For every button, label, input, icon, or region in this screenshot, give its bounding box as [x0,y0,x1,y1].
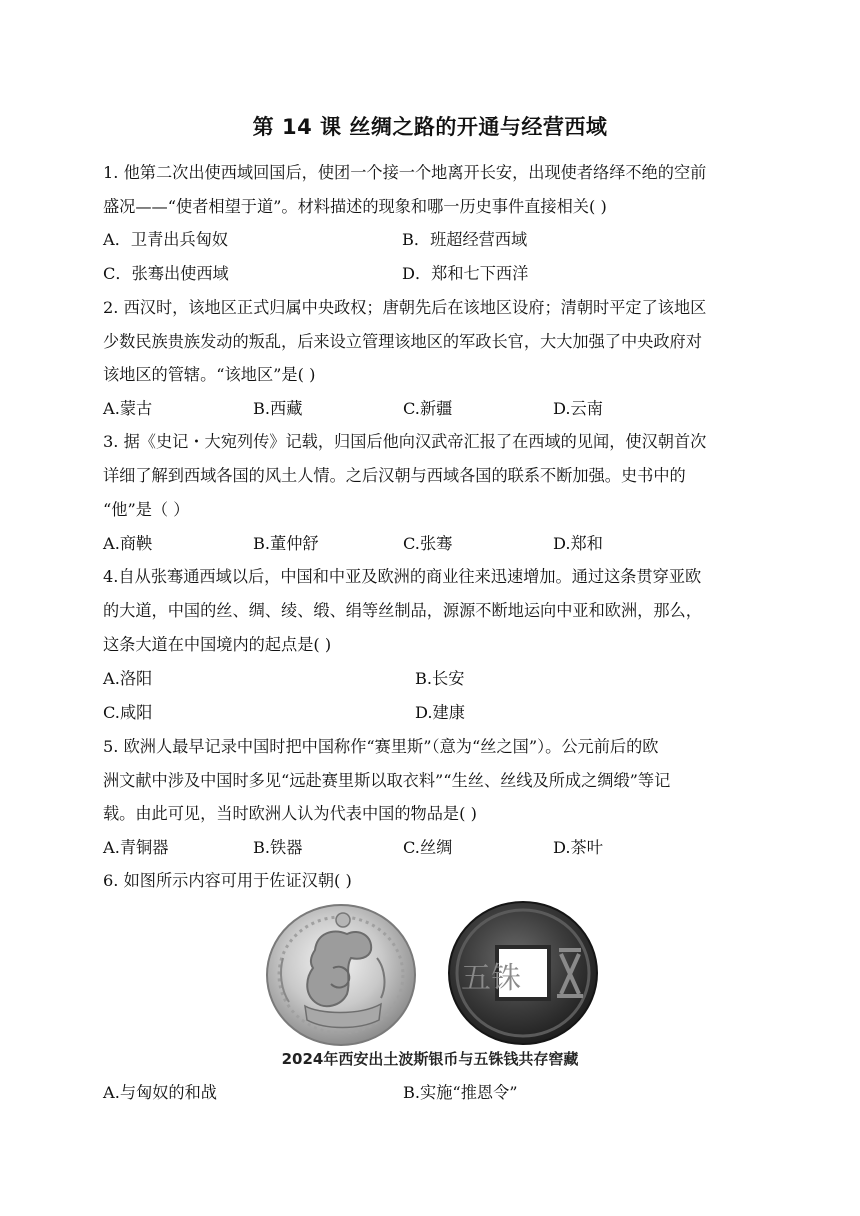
question-4-line-1: 4.自从张骞通西域以后，中国和中亚及欧洲的商业往来迅速增加。通过这条贯穿亚欧 [103,567,702,586]
question-6-option-b: B.实施“推恩令” [403,1083,518,1102]
question-3-line-2: 详细了解到西域各国的风土人情。之后汉朝与西域各国的联系不断加强。史书中的 [103,466,686,485]
question-5-option-b: B.铁器 [253,838,303,857]
question-2-line-1: 2. 西汉时，该地区正式归属中央政权；唐朝先后在该地区设府；清朝时平定了该地区 [103,298,707,317]
question-5-option-a: A.青铜器 [103,838,169,857]
question-4-line-3: 这条大道在中国境内的起点是( ) [103,635,332,654]
question-1-option-d: D．郑和七下西洋 [402,264,529,283]
question-5-line-1: 5. 欧洲人最早记录中国时把中国称作“赛里斯”（意为“丝之国”）。公元前后的欧 [103,737,659,756]
question-1-option-a: A．卫青出兵匈奴 [103,230,229,249]
question-2-option-d: D.云南 [553,399,603,418]
question-2-option-a: A.蒙古 [103,399,153,418]
question-4-option-b: B.长安 [415,669,465,688]
question-5-option-c: C.丝绸 [403,838,453,857]
question-5-line-3: 载。由此可见，当时欧洲人认为代表中国的物品是( ) [103,804,477,823]
coins-image [255,898,605,1048]
lesson-title: 第 14 课 丝绸之路的开通与经营西域 [252,115,608,139]
question-3-line-1: 3. 据《史记・大宛列传》记载，归国后他向汉武帝汇报了在西域的见闻，使汉朝首次 [103,432,707,451]
question-2-line-3: 该地区的管辖。“该地区”是( ) [103,365,316,384]
question-3-option-c: C.张骞 [403,534,453,553]
question-6-option-a: A.与匈奴的和战 [103,1083,217,1102]
question-2-line-2: 少数民族贵族发动的叛乱，后来设立管理该地区的军政长官，大大加强了中央政府对 [103,332,702,351]
wuzhu-coin-icon [449,902,597,1044]
question-5-option-d: D.茶叶 [553,838,603,857]
question-4-option-a: A.洛阳 [103,669,153,688]
question-6-line-1: 6. 如图所示内容可用于佐证汉朝( ) [103,871,352,890]
question-3-line-3: “他”是（ ） [103,500,190,519]
question-2-option-b: B.西藏 [253,399,303,418]
question-3-option-b: B.董仲舒 [253,534,319,553]
question-2-option-c: C.新疆 [403,399,453,418]
question-1-option-b: B．班超经营西域 [402,230,528,249]
question-1-line-1: 1. 他第二次出使西域回国后，使团一个接一个地离开长安，出现使者络绎不绝的空前 [103,163,707,182]
coin-figure [255,898,605,1074]
persian-silver-coin-icon [267,905,415,1045]
question-3-option-a: A.商鞅 [103,534,153,553]
question-1-line-2: 盛况——“使者相望于道”。材料描述的现象和哪一历史事件直接相关( ) [103,197,607,216]
question-4-option-c: C.咸阳 [103,703,153,722]
wuzhu-inscription-left: 五铢 [461,961,521,996]
question-4-line-2: 的大道，中国的丝、绸、绫、缎、绢等丝制品，源源不断地运向中亚和欧洲，那么， [103,601,702,620]
question-5-line-2: 洲文献中涉及中国时多见“远赴赛里斯以取衣料”“生丝、丝线及所成之绸缎”等记 [103,771,671,790]
figure-caption: 2024年西安出土波斯银币与五铢钱共存窖藏 [281,1050,579,1068]
question-4-option-d: D.建康 [415,703,465,722]
question-1-option-c: C．张骞出使西域 [103,264,229,283]
question-3-option-d: D.郑和 [553,534,603,553]
